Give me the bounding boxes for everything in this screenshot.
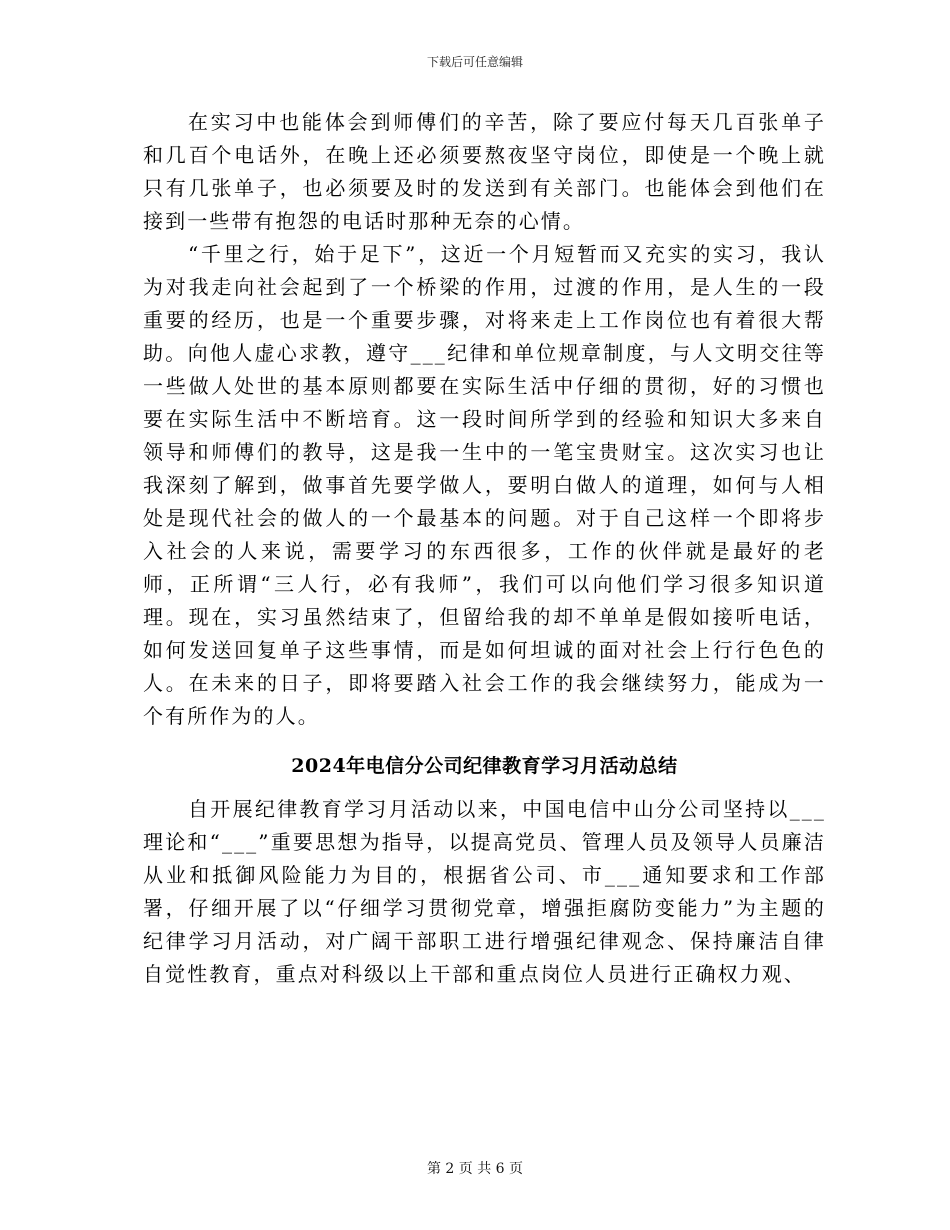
document-body [143,106,826,991]
section-title: 2024年电信分公司纪律教育学习月活动总结 [291,755,678,777]
page-header-note: 下载后可任意编辑 [426,55,523,69]
paragraph-internship-reflection: “千里之行，始于足下”，这近一个月短暂而又充实的实习，我认为对我走向社会起到了一个桥梁的作用，过渡的作用，是人生的一段重要的经历，也是一个重要步骤，对将来走上工作岗位也有着很大帮助。向他人虚心求教，遵守___纪律和单位规章制度，与人文明交往等一些做人处世的基本原则都要在实际生活中仔细的贯彻，好的习惯也要在实际生活中不断培育。这一段时间所学到的经验和知识大多来自领导和师傅们的教导，这是我一生中的一笔宝贵财宝。这次实习也让我深刻了解到，做事首先要学做人，要明白做人的道理，如何与人相处是现代社会的做人的一个最基本的问题。对于自己这样一个即将步入社会的人来说，需要学习的东西很多，工作的伙伴就是最好的老师，正所谓“三人行，必有我师”，我们可以向他们学习很多知识道理。现在，实习虽然结束了，但留给我的却不单单是假如接听电话，如何发送回复单子这些事情，而是如何坦诚的面对社会上行行色色的人。在未来的日子，即将要踏入社会工作的我会继续努力，能成为一个有所作为的人。 [143,242,826,728]
page-number-footer: 第 2 页 共 6 页 [426,1161,524,1177]
paragraph-discipline-summary: 自开展纪律教育学习月活动以来，中国电信中山分公司坚持以___理论和“___”重要思想为指导，以提高党员、管理人员及领导人员廉洁从业和抵御风险能力为目的，根据省公司、市___通知要求和工作部署，仔细开展了以“仔细学习贯彻党章，增强拒腐防变能力”为主题的纪律学习月活动，对广阔干部职工进行增强纪律观念、保持廉洁自律自觉性教育，重点对科级以上干部和重点岗位人员进行正确权力观、 [143,797,826,986]
paragraph-internship-hardship: 在实习中也能体会到师傅们的辛苦，除了要应付每天几百张单子和几百个电话外，在晚上还必须要熬夜坚守岗位，即使是一个晚上就只有几张单子，也必须要及时的发送到有关部门。也能体会到他们在接到一些带有抱怨的电话时那种无奈的心情。 [143,110,826,233]
